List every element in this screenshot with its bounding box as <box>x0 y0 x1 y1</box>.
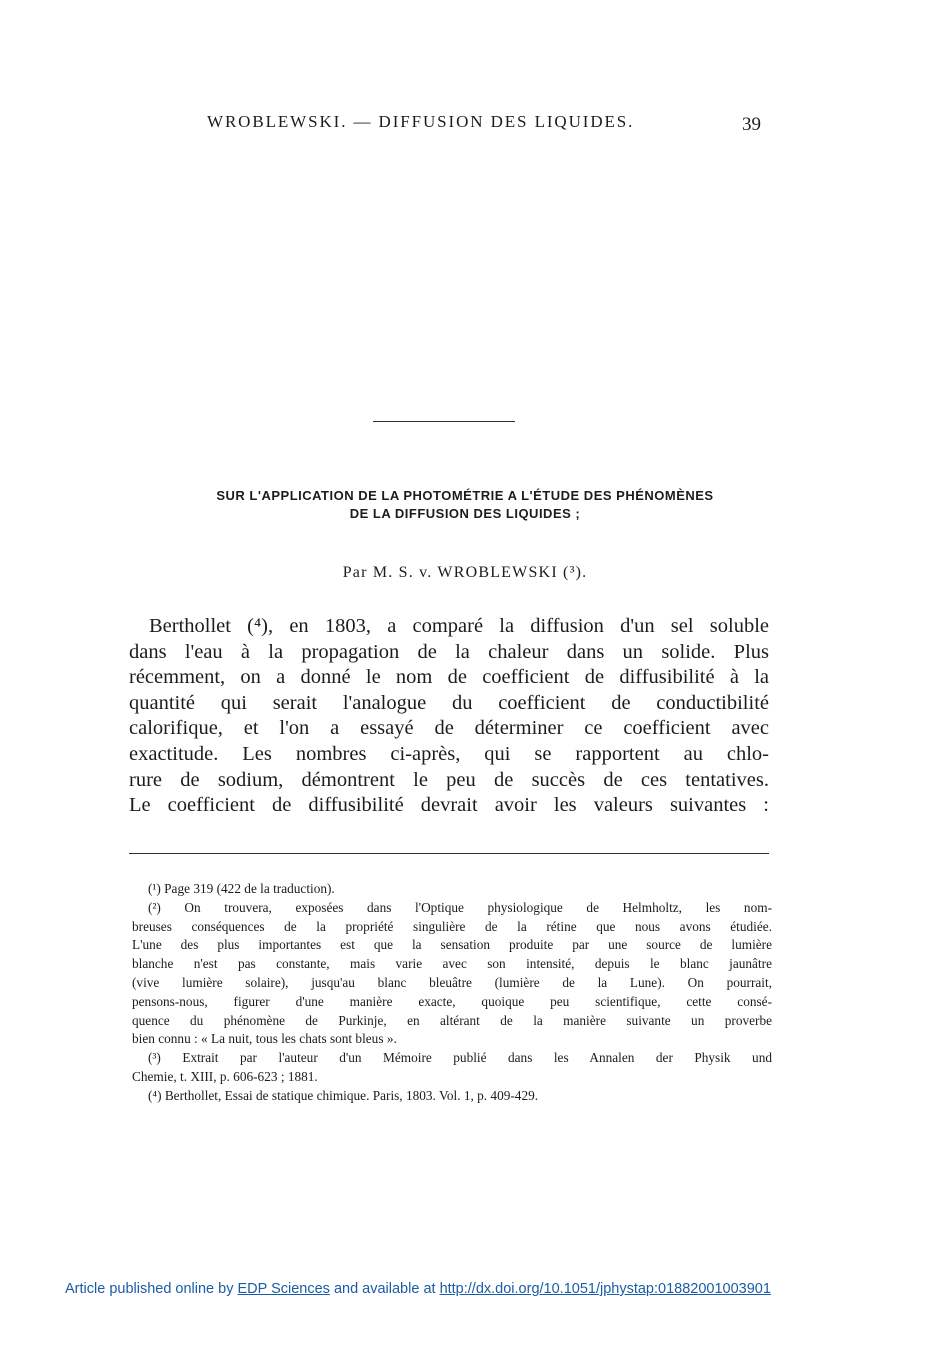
article-title <box>100 487 830 523</box>
running-head <box>0 112 930 136</box>
footnote-line: (⁴) Berthollet, Essai de statique chimique. Paris, 1803. Vol. 1, p. 409-429. <box>148 1087 539 1103</box>
body-line: rure de sodium, démontrent le peu de succès de ces tentatives. <box>129 768 769 791</box>
credit-middle: and available at <box>333 1281 436 1297</box>
page-number: 39 <box>742 114 761 135</box>
footnote-line: pensons-nous, figurer d'une manière exacte, quoique peu scientifique, cette consé- <box>132 993 772 1009</box>
article-title-line: SUR L'APPLICATION DE LA PHOTOMÉTRIE A L'ÉTUDE DES PHÉNOMÈNES <box>216 488 714 503</box>
footnote-line: L'une des plus importantes est que la sensation produite par une source de lumière <box>132 937 772 953</box>
body-line: quantité qui serait l'analogue du coefficient de conductibilité <box>129 691 769 714</box>
body-line: dans l'eau à la propagation de la chaleur dans un solide. Plus <box>129 640 769 663</box>
footnotes <box>132 880 772 1106</box>
body-line: récemment, on a donné le nom de coefficient de diffusibilité à la <box>129 666 769 689</box>
body-line: Le coefficient de diffusibilité devrait avoir les valeurs suivantes : <box>129 794 769 817</box>
body-line: exactitude. Les nombres ci-après, qui se rapportent au chlo- <box>129 742 769 765</box>
footnote-line: (vive lumière solaire), jusqu'au blanc bleuâtre (lumière de la Lune). On pourrait, <box>132 974 772 990</box>
footnote-divider <box>129 853 769 854</box>
body-line: calorifique, et l'on a essayé de déterminer ce coefficient avec <box>129 717 769 740</box>
doi-link[interactable]: http://dx.doi.org/10.1051/jphystap:01882001003901 <box>439 1281 771 1297</box>
footnote-line: bien connu : « La nuit, tous les chats sont bleus ». <box>132 1031 397 1047</box>
section-divider <box>373 421 515 422</box>
footnote-line: (²) On trouvera, exposées dans l'Optique physiologique de Helmholtz, les nom- <box>148 899 772 915</box>
running-title: WROBLEWSKI. — DIFFUSION DES LIQUIDES. <box>207 112 635 131</box>
footnote-line: Chemie, t. XIII, p. 606-623 ; 1881. <box>132 1068 318 1084</box>
article-title-line: DE LA DIFFUSION DES LIQUIDES ; <box>349 506 581 521</box>
footnote-line: (³) Extrait par l'auteur d'un Mémoire publié dans les Annalen der Physik und <box>148 1050 772 1066</box>
footnote-line: breuses conséquences de la propriété singulière de la rétine que nous avons étudiée. <box>132 918 772 934</box>
footnote-line: quence du phénomène de Purkinje, en altérant de la manière suivante un proverbe <box>132 1012 772 1028</box>
publisher-link[interactable]: EDP Sciences <box>237 1281 330 1297</box>
footnote-line: blanche n'est pas constante, mais varie avec son intensité, depuis le blanc jaunâtre <box>132 956 772 972</box>
body-paragraph <box>129 614 769 819</box>
footnote-line: (¹) Page 319 (422 de la traduction). <box>148 881 335 896</box>
publication-credit <box>65 1281 771 1297</box>
author-byline: Par M. S. v. WROBLEWSKI (³). <box>342 564 588 581</box>
body-line: Berthollet (⁴), en 1803, a comparé la diffusion d'un sel soluble <box>149 615 769 637</box>
credit-prefix: Article published online by <box>65 1281 234 1297</box>
